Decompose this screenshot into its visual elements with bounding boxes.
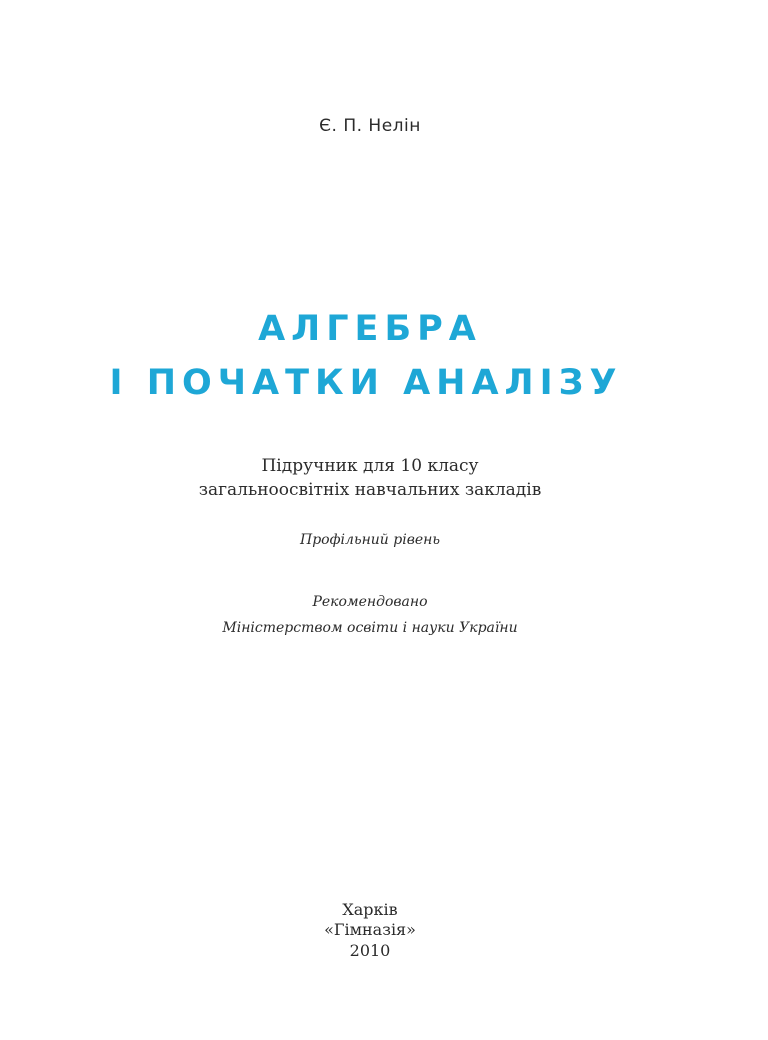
book-title-line-2: І ПОЧАТКИ АНАЛІЗУ: [109, 363, 623, 403]
book-title-line-1: АЛГЕБРА: [258, 309, 482, 349]
imprint-city: Харків: [342, 900, 398, 919]
recommendation-line-2: Міністерством освіти і науки України: [222, 620, 518, 636]
recommendation-line-1: Рекомендовано: [312, 594, 428, 610]
imprint-publisher: «Гімназія»: [324, 920, 416, 939]
subtitle-line-1: Підручник для 10 класу: [261, 456, 479, 476]
level-label: Профільний рівень: [300, 532, 440, 548]
author-name: Є. П. Нелін: [319, 116, 421, 136]
subtitle-line-2: загальноосвітніх навчальних закладів: [198, 480, 542, 500]
imprint-year: 2010: [349, 941, 391, 960]
